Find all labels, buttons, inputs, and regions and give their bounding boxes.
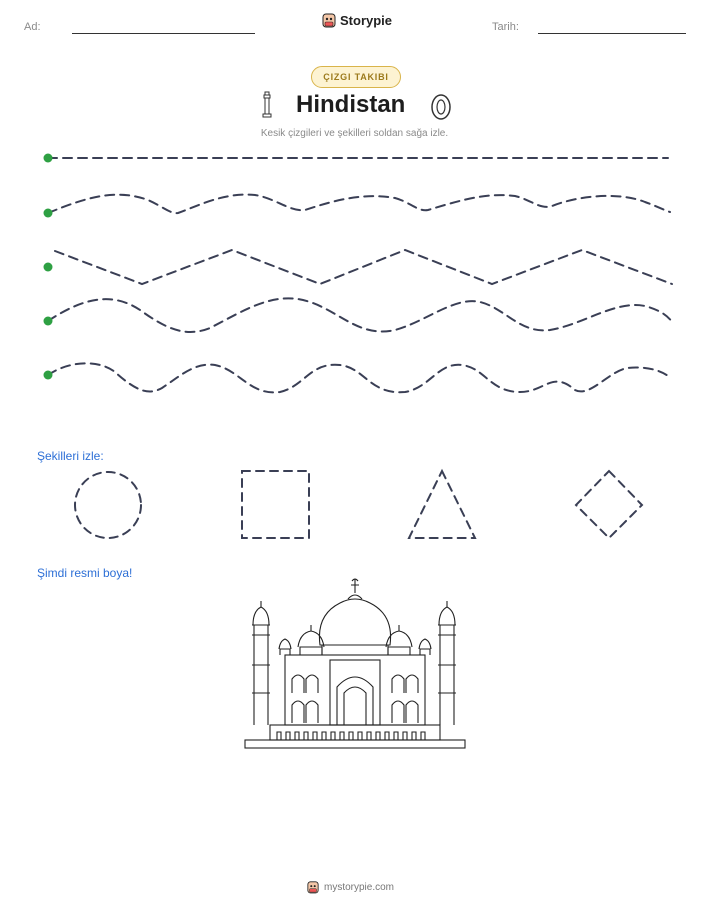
coloring-section-label: Şimdi resmi boya! [37, 566, 133, 580]
shapes-section-label: Şekilleri izle: [37, 449, 104, 463]
instructions: Kesik çizgileri ve şekilleri soldan sağa izle. [260, 128, 449, 139]
start-dot [44, 263, 53, 272]
date-field-line[interactable] [538, 33, 686, 34]
storypie-mascot-icon [307, 880, 319, 894]
tracing-shapes [0, 465, 709, 545]
outline-zero-icon [430, 93, 452, 121]
name-label: Ad: [24, 21, 41, 33]
tracing-lines [0, 140, 709, 410]
start-dot [44, 154, 53, 163]
name-field-line[interactable] [72, 33, 255, 34]
page-title: Hindistan [296, 91, 406, 118]
tracing-line-wave[interactable] [48, 298, 672, 332]
tracing-line-tight-wave[interactable] [48, 363, 668, 392]
start-dot [44, 209, 53, 218]
footer-site[interactable]: mystorypie.com [324, 881, 395, 893]
trace-diamond[interactable] [576, 471, 642, 538]
activity-badge: ÇIZGI TAKIBI [311, 66, 401, 88]
brand-logo [322, 12, 392, 28]
tracing-line-zigzag[interactable] [55, 250, 672, 284]
tracing-line-smooth-wave[interactable] [48, 195, 670, 214]
storypie-mascot-icon [322, 12, 336, 28]
trace-square[interactable] [242, 471, 309, 538]
taj-mahal-coloring-picture[interactable] [240, 575, 470, 755]
footer [307, 880, 394, 894]
trace-triangle[interactable] [409, 471, 475, 538]
start-dot [44, 317, 53, 326]
start-dot [44, 371, 53, 380]
monument-pillar-icon [260, 90, 274, 120]
date-label: Tarih: [492, 21, 519, 33]
trace-circle[interactable] [75, 472, 141, 538]
brand-name: Storypie [340, 12, 393, 28]
